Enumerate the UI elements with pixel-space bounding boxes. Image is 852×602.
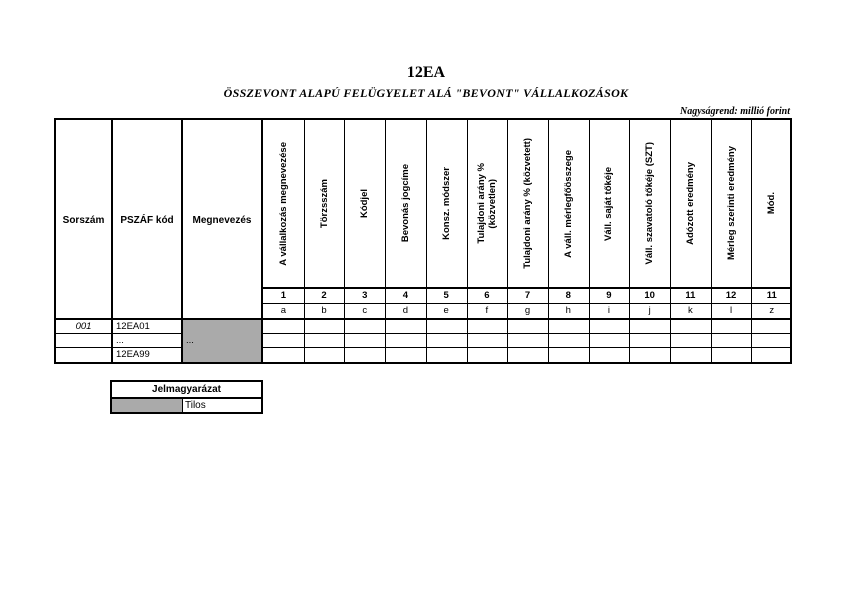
col-divider <box>711 120 712 362</box>
column-header-3 <box>344 120 385 287</box>
legend-swatch <box>112 399 183 412</box>
column-letter: e <box>443 305 449 316</box>
column-header-10 <box>629 120 670 287</box>
header-megnevezes: Megnevezés <box>192 214 252 226</box>
column-header-1 <box>263 120 304 287</box>
column-header-13 <box>751 120 792 287</box>
column-letter: a <box>280 305 286 316</box>
column-header-label-line2: (közvetlen) <box>486 178 498 229</box>
header-pszaf-kod: PSZÁF kód <box>120 214 174 226</box>
column-header-label: Bevonás jogcíme <box>399 164 411 243</box>
column-number: 7 <box>524 290 531 301</box>
column-number: 11 <box>685 290 696 301</box>
col-divider <box>304 120 305 362</box>
table-row-002-kod: ... <box>116 335 124 346</box>
column-number: 9 <box>606 290 612 301</box>
col-divider <box>589 120 590 362</box>
column-header-label: Konsz. módszer <box>440 167 452 240</box>
column-letter: f <box>485 305 489 316</box>
table-row-002-megnevezes: ... <box>186 335 194 346</box>
column-number: 10 <box>644 290 655 301</box>
column-number: 1 <box>280 290 286 301</box>
column-header-6 <box>467 120 508 287</box>
column-header-2 <box>304 120 345 287</box>
col-divider <box>548 120 549 362</box>
column-header-9 <box>589 120 630 287</box>
column-header-11 <box>670 120 711 287</box>
col-divider <box>751 120 752 362</box>
column-letter: l <box>729 305 733 316</box>
column-letter: z <box>769 305 775 316</box>
column-number: 12 <box>725 290 737 301</box>
column-letter: b <box>321 305 327 316</box>
column-number: 2 <box>321 290 327 301</box>
page-title: 12EA <box>406 64 446 81</box>
column-header-label: Mód. <box>766 192 778 215</box>
column-letter: g <box>524 305 531 316</box>
column-header-label: Adózott eredmény <box>684 162 696 245</box>
column-header-label: A váll. mérlegfőösszege <box>562 149 574 258</box>
column-header-7 <box>507 120 548 287</box>
column-header-label: Törzsszám <box>318 178 330 229</box>
col-divider <box>507 120 508 362</box>
column-header-label <box>476 163 498 244</box>
column-letter: c <box>362 305 368 316</box>
legend-box <box>110 380 263 414</box>
column-header-4 <box>385 120 426 287</box>
column-header-8 <box>548 120 589 287</box>
table-row-001-kod: 12EA01 <box>116 321 150 332</box>
column-number: 11 <box>766 290 777 301</box>
col-divider <box>426 120 427 362</box>
legend-title: Jelmagyarázat <box>112 382 261 399</box>
column-header-12 <box>711 120 752 287</box>
column-number: 4 <box>402 290 409 301</box>
column-number: 3 <box>362 290 368 301</box>
table-row-001-sorszam: 001 <box>75 321 92 332</box>
column-header-label: Váll. saját tőkéje <box>603 166 615 241</box>
col-divider <box>385 120 386 362</box>
row-divider <box>263 287 792 289</box>
column-letter: d <box>402 305 409 316</box>
column-header-label-line1: Tulajdoni arány % <box>475 163 487 244</box>
col-divider <box>467 120 468 362</box>
col-divider <box>629 120 630 362</box>
report-table <box>54 118 792 364</box>
column-header-5 <box>426 120 467 287</box>
unit-note: Nagyságrend: millió forint <box>679 106 790 117</box>
column-header-label: A vállalkozás megnevezése <box>277 141 289 266</box>
table-row-099-kod: 12EA99 <box>116 349 150 360</box>
column-number: 6 <box>484 290 490 301</box>
column-header-label: Tulajdoni arány % (közvetett) <box>522 138 534 269</box>
column-letter: k <box>687 305 693 316</box>
page-subtitle: ÖSSZEVONT ALAPÚ FELÜGYELET ALÁ "BEVONT" VÁLLALKOZÁSOK <box>223 86 629 100</box>
column-number: 8 <box>565 290 571 301</box>
row-divider <box>263 303 792 304</box>
column-letter: h <box>565 305 571 316</box>
column-letter: j <box>648 305 651 316</box>
header-sorszam: Sorszám <box>62 214 105 226</box>
column-header-label: Váll. szavatoló tőkéje (SZT) <box>644 142 656 265</box>
column-number: 5 <box>443 290 449 301</box>
col-divider <box>344 120 345 362</box>
legend-item-label: Tilos <box>185 400 206 411</box>
col-divider <box>670 120 671 362</box>
column-letter: i <box>607 305 610 316</box>
column-header-label: Mérleg szerinti eredmény <box>725 146 737 261</box>
column-header-label: Kódjel <box>359 188 371 219</box>
